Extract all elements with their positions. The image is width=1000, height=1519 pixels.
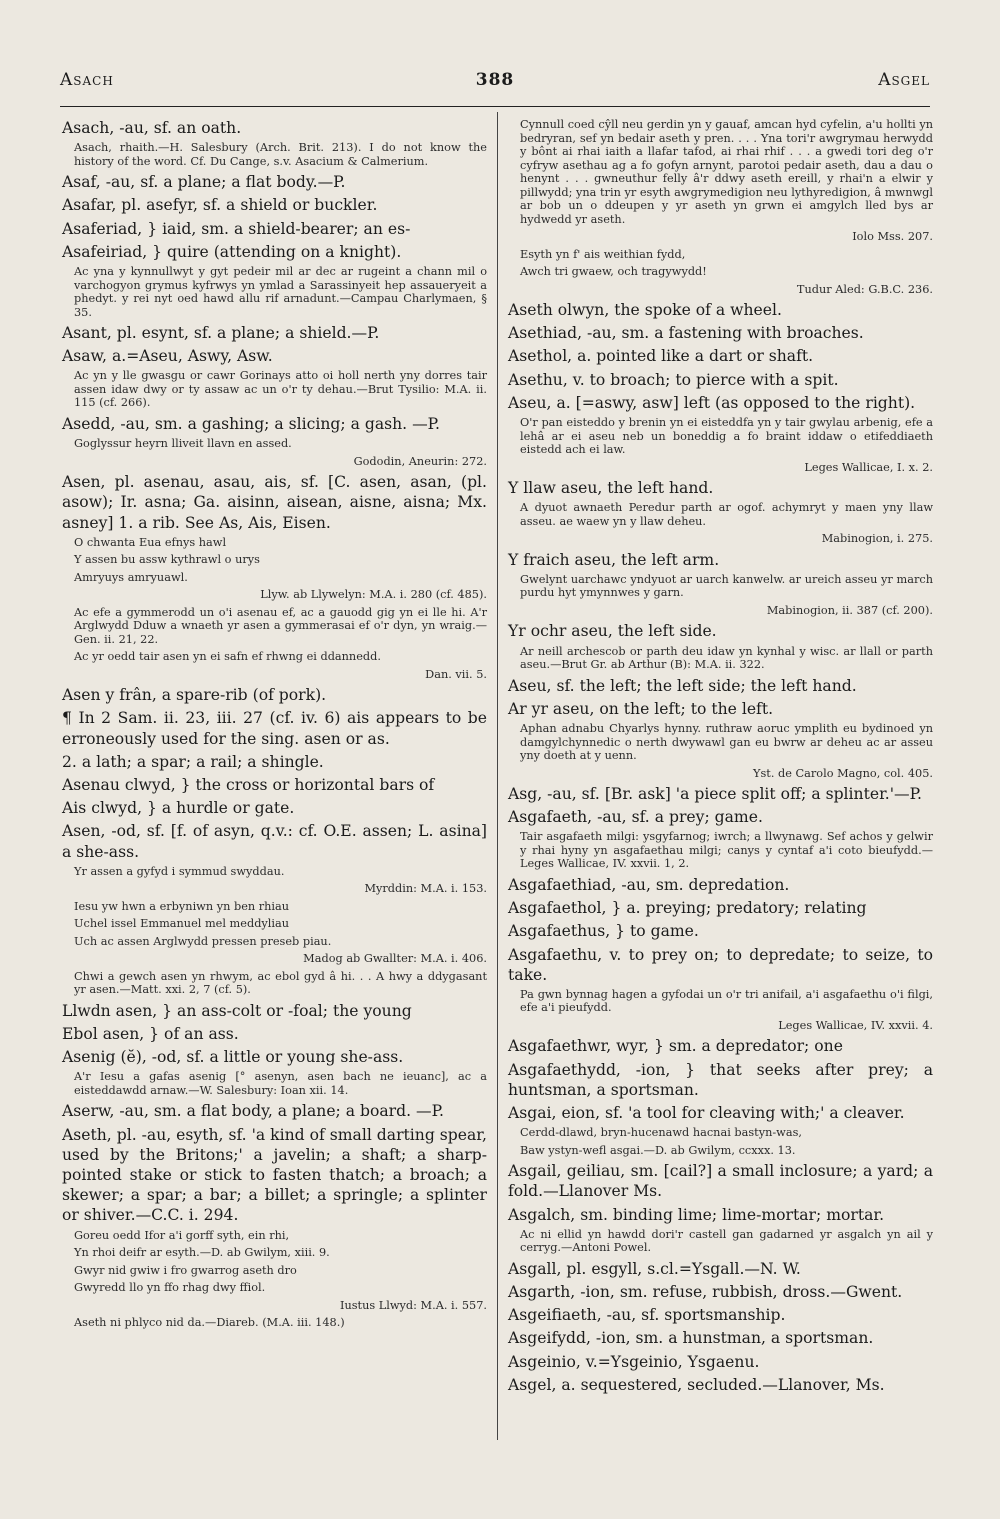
entry: Aseu, sf. the left; the left side; the left hand.: [508, 676, 857, 695]
citation-source: Gododin, Aneurin: 272.: [353, 454, 487, 468]
quotation: O chwanta Eua efnys hawl: [74, 535, 227, 549]
citation-source: Tudur Aled: G.B.C. 236.: [796, 282, 933, 296]
entry: Asgafaethu, v. to prey on; to depredate; to seize, to take.: [508, 945, 933, 984]
quotation: Yr assen a gyfyd i symmud swyddau.: [74, 864, 285, 878]
quotation: Amryuys amryuawl.: [74, 570, 188, 584]
entry: Y fraich aseu, the left arm.: [508, 550, 720, 569]
entry: Asgafaethydd, -ion, } that seeks after prey; a huntsman, a sportsman.: [508, 1060, 933, 1099]
citation-source: Mabinogion, i. 275.: [821, 532, 933, 546]
entry: 2. a lath; a spar; a rail; a shingle.: [62, 752, 324, 771]
column-divider: [497, 112, 498, 1440]
entry: Asgalch, sm. binding lime; lime-mortar; mortar.: [508, 1205, 885, 1224]
page-number: 388: [475, 70, 515, 90]
entry: Asgeinio, v.=Ysgeinio, Ysgaenu.: [508, 1352, 760, 1371]
entry: Asgeifiaeth, -au, sf. sportsmanship.: [508, 1306, 786, 1325]
entry: Llwdn asen, } an ass-colt or -foal; the young: [62, 1001, 412, 1020]
quotation: Cerdd-dlawd, bryn-hucenawd hacnai bastyn-was,: [520, 1126, 802, 1140]
quotation: Baw ystyn-wefl asgai.—D. ab Gwilym, ccxxx. 13.: [520, 1143, 796, 1157]
quotation: A dyuot awnaeth Peredur parth ar ogof. achymryt y maen yny llaw asseu. ae waew yn y llaw deheu.: [520, 501, 933, 528]
header-rule: [60, 106, 930, 107]
quotation: Uchel issel Emmanuel mel meddyliau: [74, 917, 290, 931]
entry: Asgail, geiliau, sm. [cail?] a small inclosure; a yard; a fold.—Llanover Ms.: [508, 1162, 933, 1201]
entry: Asen, -od, sf. [f. of asyn, q.v.: cf. O.E. assen; L. asina] a she-ass.: [62, 822, 487, 861]
citation-source: Iolo Mss. 207.: [852, 230, 933, 243]
quotation: Gwyr nid gwiw i fro gwarrog aseth dro: [74, 1263, 297, 1277]
entry: Asafar, pl. asefyr, sf. a shield or buckler.: [62, 196, 378, 215]
entry: Asgall, pl. esgyll, s.cl.=Ysgall.—N. W.: [508, 1259, 801, 1278]
quotation: Cynnull coed cŷll neu gerdin yn y gauaf, amcan hyd cyfelin, a'u hollti yn bedryran, sef yn bedair aseth y pren. . . . Yna tori'r awgrymau herwydd y bônt ai rhai iaith a llafar tafod, ai rhai rhif . . . a gwedi tori deg o'r cyfryw asethau ag a fo gofyn arnynt, parotoi pedair aseth, dau a dau o henynt . . . gwneuthur felly â'r ddwy aseth ereill, y rhai'n a elwir y pillwydd; yna trin yr esyth awgrymedigion neu lythyredigion, â mwnwgl ar bob un o ddeupen y yr aseth yn grwn ei amgylch lled bys ar hydwedd yr aseth.: [520, 118, 933, 226]
entry: Yr ochr aseu, the left side.: [508, 622, 717, 641]
citation-source: Mabinogion, ii. 387 (cf. 200).: [766, 603, 933, 617]
entry: Asg, -au, sf. [Br. ask] 'a piece split off; a splinter.'—P.: [508, 785, 922, 804]
running-header: [60, 70, 930, 92]
entry: Asgafaethwr, wyr, } sm. a depredator; one: [508, 1037, 843, 1056]
quotation: Gwelynt uarchawc yndyuot ar uarch kanwelw. ar ureich asseu yr march purdu hyt ymynnwes y garn.: [520, 572, 933, 600]
quotation: Yn rhoi deifr ar esyth.—D. ab Gwilym, xiii. 9.: [74, 1246, 330, 1260]
entry: Asedd, -au, sm. a gashing; a slicing; a gash. —P.: [62, 414, 440, 433]
quotation: Asach, rhaith.—H. Salesbury (Arch. Brit. 213). I do not know the history of the word. Cf. Du Cange, s.v. Asacium & Calmerium.: [74, 141, 487, 168]
entry: Asgai, eion, sf. 'a tool for cleaving with;' a cleaver.: [508, 1104, 905, 1123]
quotation: Tair asgafaeth milgi: ysgyfarnog; iwrch; a llwynawg. Sef achos y gelwir y rhai hyny yn asgafaethau milgi; canys y cyntaf a'i coto bieufydd.—Leges Wallicae, IV. xxvii. 1, 2.: [520, 830, 933, 871]
entry: Asgafaethiad, -au, sm. depredation.: [508, 875, 790, 894]
entry: Ebol asen, } of an ass.: [62, 1025, 239, 1044]
entry: Asenig (ĕ), -od, sf. a little or young she-ass.: [62, 1048, 404, 1067]
quotation: Ac ni ellid yn hawdd dori'r castell gan gadarned yr asgalch yn ail y cerryg.—Antoni Powel.: [520, 1227, 933, 1255]
entry: Asenau clwyd, } the cross or horizontal bars of: [62, 776, 435, 795]
citation-source: Leges Wallicae, I. x. 2.: [804, 460, 933, 474]
right-column: [508, 118, 933, 1398]
entry: Asgafaethus, } to game.: [508, 922, 699, 941]
quotation: Gwyredd llo yn ffo rhag dwy ffiol.: [74, 1281, 266, 1295]
entry: Asant, pl. esynt, sf. a plane; a shield.—P.: [62, 324, 380, 343]
quotation: Awch tri gwaew, och tragywydd!: [520, 265, 707, 278]
quotation: Aphan adnabu Chyarlys hynny. ruthraw aoruc ymplith eu bydinoed yn damgylchynnedic o nerth dwywawl gan eu bwrw ar deheu ac ar asseu yny doeth at y uenn.: [520, 722, 933, 763]
entry: Asach, -au, sf. an oath.: [62, 119, 242, 137]
quotation: O'r pan eisteddo y brenin yn ei eisteddfa yn y tair gwylau arbenig, efe a lehâ ar ei aseu neb un boneddig a fo braint iddaw o etifeddiaeth eistedd ach ei law.: [520, 416, 933, 457]
quotation: Pa gwn bynnag hagen a gyfodai un o'r tri anifail, a'i asgafaethu o'i filgi, efe a'i pieufydd.: [520, 987, 933, 1015]
entry: Asgafaeth, -au, sf. a prey; game.: [508, 808, 763, 827]
quotation: Ac yr oedd tair asen yn ei safn ef rhwng ei ddannedd.: [74, 650, 381, 664]
entry: Y llaw aseu, the left hand.: [508, 479, 714, 498]
entry: Asaw, a.=Aseu, Aswy, Asw.: [62, 347, 273, 366]
quotation: Ac yn y lle gwasgu or cawr Gorinays atto oi holl nerth yny dorres tair assen idaw dwy or ty assaw ac un o'r ty dehau.—Brut Tysilio: M.A. ii. 115 (cf. 266).: [74, 369, 487, 410]
entry: Asethiad, -au, sm. a fastening with broaches.: [508, 324, 864, 343]
entry: Asgarth, -ion, sm. refuse, rubbish, dross.—Gwent.: [508, 1283, 903, 1302]
citation-source: Myrddin: M.A. i. 153.: [364, 882, 487, 896]
quotation: Esyth yn f' ais weithian fydd,: [520, 247, 686, 261]
entry: Aseth olwyn, the spoke of a wheel.: [508, 301, 782, 319]
citation-source: Madog ab Gwallter: M.A. i. 406.: [303, 952, 487, 966]
entry: Asgel, a. sequestered, secluded.—Llanover, Ms.: [508, 1375, 885, 1394]
entry: Aserw, -au, sm. a flat body, a plane; a board. —P.: [62, 1102, 444, 1121]
entry: Asethu, v. to broach; to pierce with a spit.: [508, 370, 839, 389]
quotation: Goreu oedd Ifor a'i gorff syth, ein rhi,: [74, 1228, 290, 1242]
entry: Asen y frân, a spare-rib (of pork).: [62, 686, 327, 705]
citation-source: Iustus Llwyd: M.A. i. 557.: [340, 1298, 487, 1312]
quotation: Ac efe a gymmerodd un o'i asenau ef, ac a gauodd gig yn ei lle hi. A'r Arglwydd Dduw a wnaeth yr asen a gymmerasai ef o'r dyn, yn wraig.—Gen. ii. 21, 22.: [74, 605, 487, 646]
entry: Asafeiriad, } quire (attending on a knight).: [62, 242, 402, 261]
entry: Aseu, a. [=aswy, asw] left (as opposed to the right).: [508, 393, 916, 412]
quotation: Uch ac assen Arglwydd pressen preseb piau.: [74, 934, 332, 948]
citation-source: Dan. vii. 5.: [425, 667, 487, 681]
header-right-guideword: Asgel: [878, 70, 930, 90]
entry: Asgeifydd, -ion, sm. a hunstman, a sportsman.: [508, 1329, 874, 1348]
quotation: Chwi a gewch asen yn rhwym, ac ebol gyd â hi. . . A hwy a ddygasant yr asen.—Matt. xxi. 2, 7 (cf. 5).: [74, 969, 487, 997]
entry: Aseth, pl. -au, esyth, sf. 'a kind of small darting spear, used by the Britons;' a javelin; a shaft; a sharp-pointed stake or stick to fasten thatch; a broach; a skewer; a spar; a bar; a billet; a springle; a splinter or shiver.—C.C. i. 294.: [62, 1125, 487, 1225]
quotation: Iesu yw hwn a erbyniwn yn ben rhiau: [74, 899, 290, 913]
quotation: A'r Iesu a gafas asenig [° asenyn, asen bach ne ieuanc], ac a eisteddawdd arnaw.—W. Salesbury: Ioan xii. 14.: [74, 1070, 487, 1097]
entry: Asaf, -au, sf. a plane; a flat body.—P.: [62, 173, 346, 192]
entry: Asaferiad, } iaid, sm. a shield-bearer; an es-: [62, 219, 411, 238]
quotation: Aseth ni phlyco nid da.—Diareb. (M.A. iii. 148.): [74, 1316, 345, 1330]
quotation: Goglyssur heyrn lliveit llavn en assed.: [74, 437, 292, 451]
quotation: Ac yna y kynnullwyt y gyt pedeir mil ar dec ar rugeint a chann mil o varchogyon grymus kyfrwys yn ymlad a Sarassinyeit hep assaueryeit a phedyt. y rei nyt oed hawd allu rif arnadunt.—Campau Charlymaen, § 35.: [74, 265, 487, 319]
entry: ¶ In 2 Sam. ii. 23, iii. 27 (cf. iv. 6) ais appears to be erroneously used for the sing. asen or as.: [62, 709, 487, 748]
entry: Asethol, a. pointed like a dart or shaft.: [508, 347, 814, 366]
quotation: Ar neill archescob or parth deu idaw yn kynhal y wisc. ar llall or parth aseu.—Brut Gr. ab Arthur (B): M.A. ii. 322.: [520, 644, 933, 672]
header-left-guideword: Asach: [60, 70, 114, 90]
citation-source: Leges Wallicae, IV. xxvii. 4.: [778, 1018, 933, 1032]
entry: Asen, pl. asenau, asau, ais, sf. [C. asen, asan, (pl. asow); Ir. asna; Ga. aisinn, aisean, aisne, aisna; Mx. asney] 1. a rib. See As, Ais, Eisen.: [62, 473, 487, 532]
entry: Asgafaethol, } a. preying; predatory; relating: [508, 899, 867, 918]
citation-source: Yst. de Carolo Magno, col. 405.: [753, 766, 933, 780]
left-column: [62, 118, 487, 1334]
entry: Ais clwyd, } a hurdle or gate.: [62, 799, 295, 818]
entry: Ar yr aseu, on the left; to the left.: [508, 699, 774, 718]
citation-source: Llyw. ab Llywelyn: M.A. i. 280 (cf. 485).: [260, 588, 487, 602]
quotation: Y assen bu assw kythrawl o urys: [74, 553, 260, 567]
